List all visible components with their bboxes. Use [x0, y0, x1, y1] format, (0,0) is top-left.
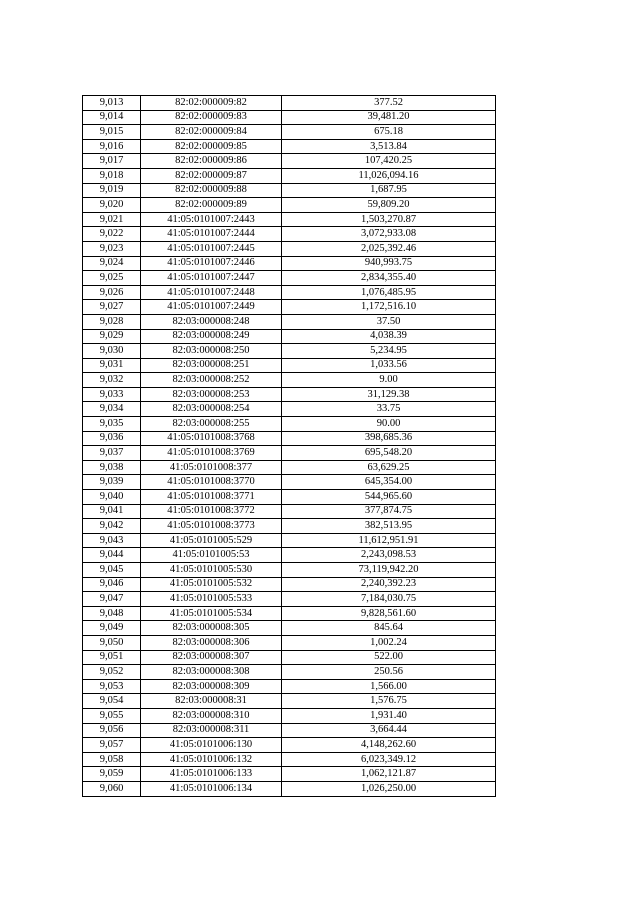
value-cell: 2,240,392.23	[282, 577, 496, 592]
row-number-cell: 9,043	[83, 533, 141, 548]
table-row	[83, 606, 496, 621]
value-cell: 1,076,485.95	[282, 285, 496, 300]
table-row	[83, 110, 496, 125]
table-row	[83, 650, 496, 665]
value-cell: 9.00	[282, 373, 496, 388]
value-cell: 1,002.24	[282, 635, 496, 650]
cadastral-number-cell: 82:03:000008:253	[141, 387, 282, 402]
row-number-cell: 9,023	[83, 241, 141, 256]
row-number-cell: 9,033	[83, 387, 141, 402]
cadastral-number-cell: 41:05:0101008:3768	[141, 431, 282, 446]
value-cell: 7,184,030.75	[282, 592, 496, 607]
row-number-cell: 9,053	[83, 679, 141, 694]
row-number-cell: 9,042	[83, 519, 141, 534]
value-cell: 845.64	[282, 621, 496, 636]
table-row	[83, 767, 496, 782]
row-number-cell: 9,032	[83, 373, 141, 388]
value-cell: 1,503,270.87	[282, 212, 496, 227]
table-row	[83, 679, 496, 694]
row-number-cell: 9,056	[83, 723, 141, 738]
table-row	[83, 592, 496, 607]
value-cell: 2,243,098.53	[282, 548, 496, 563]
value-cell: 1,033.56	[282, 358, 496, 373]
value-cell: 6,023,349.12	[282, 752, 496, 767]
value-cell: 695,548.20	[282, 446, 496, 461]
row-number-cell: 9,019	[83, 183, 141, 198]
row-number-cell: 9,031	[83, 358, 141, 373]
row-number-cell: 9,015	[83, 125, 141, 140]
cadastral-number-cell: 82:03:000008:249	[141, 329, 282, 344]
value-cell: 4,038.39	[282, 329, 496, 344]
cadastral-number-cell: 41:05:0101007:2445	[141, 241, 282, 256]
cadastral-number-cell: 41:05:0101005:532	[141, 577, 282, 592]
table-row	[83, 139, 496, 154]
table-row	[83, 519, 496, 534]
table-row	[83, 344, 496, 359]
table-row	[83, 752, 496, 767]
row-number-cell: 9,058	[83, 752, 141, 767]
table-row	[83, 373, 496, 388]
cadastral-number-cell: 82:03:000008:310	[141, 708, 282, 723]
row-number-cell: 9,017	[83, 154, 141, 169]
cadastral-number-cell: 41:05:0101008:3769	[141, 446, 282, 461]
cadastral-number-cell: 41:05:0101006:130	[141, 738, 282, 753]
row-number-cell: 9,038	[83, 460, 141, 475]
cadastral-number-cell: 82:02:000009:84	[141, 125, 282, 140]
value-cell: 1,026,250.00	[282, 781, 496, 796]
cadastral-number-cell: 41:05:0101007:2443	[141, 212, 282, 227]
value-cell: 63,629.25	[282, 460, 496, 475]
cadastral-number-cell: 82:03:000008:308	[141, 665, 282, 680]
value-cell: 31,129.38	[282, 387, 496, 402]
cadastral-number-cell: 82:02:000009:82	[141, 96, 282, 111]
row-number-cell: 9,034	[83, 402, 141, 417]
cadastral-number-cell: 41:05:0101005:533	[141, 592, 282, 607]
table-row	[83, 285, 496, 300]
table-row	[83, 183, 496, 198]
table-row	[83, 460, 496, 475]
value-cell: 73,119,942.20	[282, 563, 496, 578]
cadastral-number-cell: 41:05:0101006:133	[141, 767, 282, 782]
cadastral-number-cell: 41:05:0101007:2447	[141, 271, 282, 286]
value-cell: 2,025,392.46	[282, 241, 496, 256]
row-number-cell: 9,037	[83, 446, 141, 461]
value-cell: 11,612,951.91	[282, 533, 496, 548]
cadastral-number-cell: 41:05:0101007:2449	[141, 300, 282, 315]
value-cell: 1,172,516.10	[282, 300, 496, 315]
value-cell: 37.50	[282, 314, 496, 329]
table-row	[83, 198, 496, 213]
table-row	[83, 446, 496, 461]
cadastral-number-cell: 41:05:0101008:3770	[141, 475, 282, 490]
cadastral-number-cell: 41:05:0101005:53	[141, 548, 282, 563]
table-row	[83, 490, 496, 505]
cadastral-number-cell: 82:03:000008:311	[141, 723, 282, 738]
cadastral-number-cell: 82:03:000008:252	[141, 373, 282, 388]
cadastral-number-cell: 41:05:0101007:2448	[141, 285, 282, 300]
value-cell: 90.00	[282, 417, 496, 432]
value-cell: 250.56	[282, 665, 496, 680]
cadastral-number-cell: 82:02:000009:89	[141, 198, 282, 213]
value-cell: 4,148,262.60	[282, 738, 496, 753]
row-number-cell: 9,028	[83, 314, 141, 329]
row-number-cell: 9,018	[83, 168, 141, 183]
table-row	[83, 781, 496, 796]
table-row	[83, 708, 496, 723]
cadastral-number-cell: 41:05:0101005:530	[141, 563, 282, 578]
cadastral-number-cell: 41:05:0101008:3771	[141, 490, 282, 505]
value-cell: 377.52	[282, 96, 496, 111]
cadastral-number-cell: 82:03:000008:31	[141, 694, 282, 709]
table-body	[83, 96, 496, 797]
row-number-cell: 9,047	[83, 592, 141, 607]
row-number-cell: 9,052	[83, 665, 141, 680]
row-number-cell: 9,046	[83, 577, 141, 592]
cadastral-number-cell: 82:03:000008:255	[141, 417, 282, 432]
table-row	[83, 329, 496, 344]
table-row	[83, 314, 496, 329]
value-cell: 33.75	[282, 402, 496, 417]
value-cell: 1,931.40	[282, 708, 496, 723]
cadastral-number-cell: 41:05:0101006:134	[141, 781, 282, 796]
cadastral-number-cell: 82:03:000008:309	[141, 679, 282, 694]
table-row	[83, 533, 496, 548]
value-cell: 398,685.36	[282, 431, 496, 446]
cadastral-number-cell: 82:03:000008:307	[141, 650, 282, 665]
table-row	[83, 621, 496, 636]
row-number-cell: 9,040	[83, 490, 141, 505]
row-number-cell: 9,057	[83, 738, 141, 753]
table-row	[83, 358, 496, 373]
table-row	[83, 168, 496, 183]
cadastral-number-cell: 82:03:000008:254	[141, 402, 282, 417]
row-number-cell: 9,013	[83, 96, 141, 111]
table-row	[83, 300, 496, 315]
cadastral-number-cell: 41:05:0101006:132	[141, 752, 282, 767]
row-number-cell: 9,048	[83, 606, 141, 621]
row-number-cell: 9,044	[83, 548, 141, 563]
table-row	[83, 577, 496, 592]
row-number-cell: 9,021	[83, 212, 141, 227]
value-cell: 377,874.75	[282, 504, 496, 519]
cadastral-number-cell: 41:05:0101005:534	[141, 606, 282, 621]
cadastral-value-table	[82, 95, 496, 797]
row-number-cell: 9,024	[83, 256, 141, 271]
row-number-cell: 9,045	[83, 563, 141, 578]
table-row	[83, 665, 496, 680]
table-row	[83, 548, 496, 563]
table-row	[83, 738, 496, 753]
data-table-container	[82, 95, 496, 797]
row-number-cell: 9,027	[83, 300, 141, 315]
value-cell: 11,026,094.16	[282, 168, 496, 183]
table-row	[83, 417, 496, 432]
value-cell: 382,513.95	[282, 519, 496, 534]
row-number-cell: 9,036	[83, 431, 141, 446]
row-number-cell: 9,039	[83, 475, 141, 490]
row-number-cell: 9,026	[83, 285, 141, 300]
value-cell: 3,513.84	[282, 139, 496, 154]
cadastral-number-cell: 82:02:000009:83	[141, 110, 282, 125]
row-number-cell: 9,049	[83, 621, 141, 636]
cadastral-number-cell: 41:05:0101008:3773	[141, 519, 282, 534]
row-number-cell: 9,041	[83, 504, 141, 519]
value-cell: 645,354.00	[282, 475, 496, 490]
row-number-cell: 9,035	[83, 417, 141, 432]
table-row	[83, 563, 496, 578]
row-number-cell: 9,051	[83, 650, 141, 665]
table-row	[83, 431, 496, 446]
cadastral-number-cell: 82:03:000008:251	[141, 358, 282, 373]
row-number-cell: 9,029	[83, 329, 141, 344]
value-cell: 522.00	[282, 650, 496, 665]
table-row	[83, 96, 496, 111]
cadastral-number-cell: 41:05:0101007:2444	[141, 227, 282, 242]
table-row	[83, 402, 496, 417]
value-cell: 675.18	[282, 125, 496, 140]
row-number-cell: 9,022	[83, 227, 141, 242]
value-cell: 5,234.95	[282, 344, 496, 359]
table-row	[83, 504, 496, 519]
value-cell: 940,993.75	[282, 256, 496, 271]
value-cell: 39,481.20	[282, 110, 496, 125]
table-row	[83, 723, 496, 738]
value-cell: 3,072,933.08	[282, 227, 496, 242]
row-number-cell: 9,030	[83, 344, 141, 359]
value-cell: 3,664.44	[282, 723, 496, 738]
row-number-cell: 9,055	[83, 708, 141, 723]
row-number-cell: 9,050	[83, 635, 141, 650]
row-number-cell: 9,060	[83, 781, 141, 796]
cadastral-number-cell: 82:02:000009:88	[141, 183, 282, 198]
cadastral-number-cell: 41:05:0101008:377	[141, 460, 282, 475]
value-cell: 1,566.00	[282, 679, 496, 694]
table-row	[83, 227, 496, 242]
table-row	[83, 271, 496, 286]
table-row	[83, 635, 496, 650]
row-number-cell: 9,020	[83, 198, 141, 213]
value-cell: 1,576.75	[282, 694, 496, 709]
cadastral-number-cell: 41:05:0101005:529	[141, 533, 282, 548]
cadastral-number-cell: 82:03:000008:250	[141, 344, 282, 359]
table-row	[83, 241, 496, 256]
row-number-cell: 9,025	[83, 271, 141, 286]
cadastral-number-cell: 82:02:000009:87	[141, 168, 282, 183]
cadastral-number-cell: 41:05:0101008:3772	[141, 504, 282, 519]
table-row	[83, 154, 496, 169]
value-cell: 1,062,121.87	[282, 767, 496, 782]
row-number-cell: 9,014	[83, 110, 141, 125]
table-row	[83, 475, 496, 490]
row-number-cell: 9,054	[83, 694, 141, 709]
value-cell: 2,834,355.40	[282, 271, 496, 286]
value-cell: 9,828,561.60	[282, 606, 496, 621]
row-number-cell: 9,016	[83, 139, 141, 154]
cadastral-number-cell: 82:02:000009:86	[141, 154, 282, 169]
table-row	[83, 256, 496, 271]
table-row	[83, 125, 496, 140]
value-cell: 59,809.20	[282, 198, 496, 213]
value-cell: 544,965.60	[282, 490, 496, 505]
cadastral-number-cell: 41:05:0101007:2446	[141, 256, 282, 271]
row-number-cell: 9,059	[83, 767, 141, 782]
cadastral-number-cell: 82:02:000009:85	[141, 139, 282, 154]
value-cell: 1,687.95	[282, 183, 496, 198]
table-row	[83, 387, 496, 402]
cadastral-number-cell: 82:03:000008:248	[141, 314, 282, 329]
cadastral-number-cell: 82:03:000008:306	[141, 635, 282, 650]
cadastral-number-cell: 82:03:000008:305	[141, 621, 282, 636]
value-cell: 107,420.25	[282, 154, 496, 169]
table-row	[83, 694, 496, 709]
table-row	[83, 212, 496, 227]
